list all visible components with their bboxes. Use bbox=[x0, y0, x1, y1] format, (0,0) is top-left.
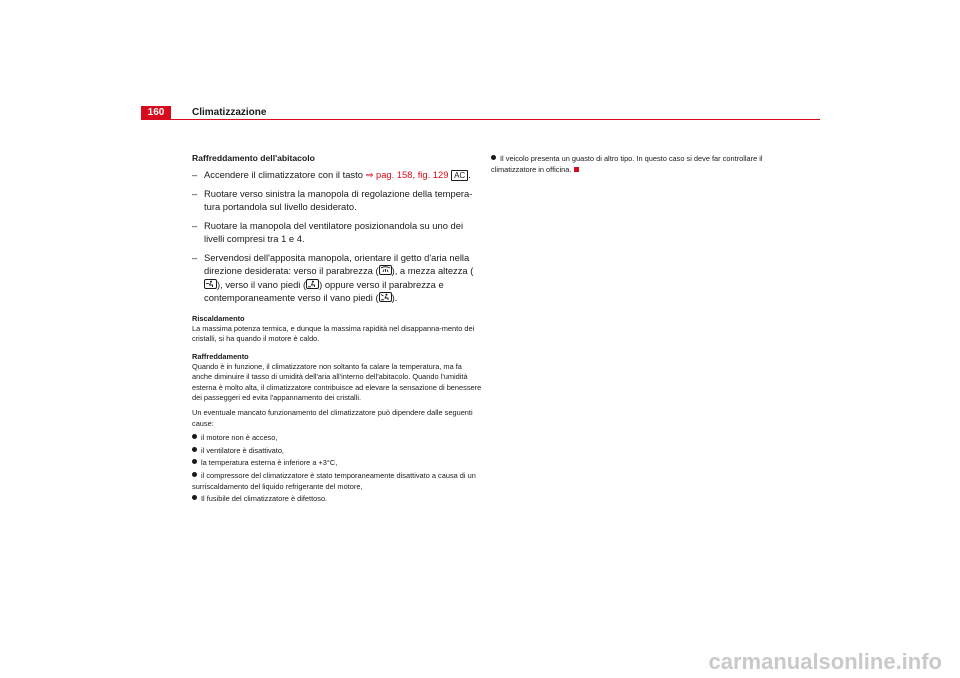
step-text: Ruotare la manopola del ventilatore posizionandola su uno dei livelli compresi tra 1 e 4. bbox=[204, 219, 464, 244]
step-4 bbox=[192, 251, 482, 305]
step-text: Ruotare verso sinistra la manopola di regolazione della tempera-tura portandola sul livello desiderato. bbox=[204, 187, 473, 212]
info-text: La massima potenza termica, e dunque la massima rapidità nel disappanna-mento dei cristalli, si ha quando il motore è caldo. bbox=[192, 323, 475, 344]
watermark: carmanualsonline.info bbox=[708, 649, 942, 674]
bullet-icon bbox=[192, 495, 197, 500]
header-rule bbox=[171, 119, 820, 120]
list-item-text: il compressore del climatizzatore è stato temporaneamente disattivato a causa di un surriscaldamento del liquido refrigerante del motore, bbox=[192, 471, 476, 491]
list-item-text: Il fusibile del climatizzatore è difettoso. bbox=[201, 494, 328, 504]
other-causes-list bbox=[491, 154, 781, 175]
info-text: Quando è in funzione, il climatizzatore non soltanto fa calare la temperatura, ma fa anche diminuire il tasso di umidità dell'aria all'interno dell'abitacolo. Quando l'umidità esterna è molto alta, il climatizzatore contribuisce ad elevare la sensazione di benessere dei passeggeri ed evita l'appannamento dei cristalli. bbox=[192, 361, 482, 403]
list-item-text: il ventilatore è disattivato, bbox=[201, 445, 284, 455]
list-item bbox=[192, 446, 482, 457]
list-item bbox=[192, 433, 482, 444]
left-column bbox=[192, 152, 482, 507]
step-dash: – bbox=[192, 251, 198, 263]
step-1 bbox=[192, 168, 482, 182]
footwell-vent-icon bbox=[306, 279, 319, 289]
step-text: ). bbox=[391, 292, 398, 303]
right-column bbox=[491, 154, 781, 177]
end-of-section-icon bbox=[574, 167, 579, 172]
step-text: ), a mezza altezza ( bbox=[391, 265, 474, 276]
face-vent-icon bbox=[204, 279, 217, 289]
info-cooling bbox=[192, 351, 482, 505]
bullet-icon bbox=[192, 434, 197, 439]
step-dash: – bbox=[192, 169, 198, 180]
list-item-text: il motore non è acceso, bbox=[201, 433, 278, 443]
info-heading: Raffreddamento bbox=[192, 351, 249, 361]
step-2 bbox=[192, 187, 482, 214]
info-text: Un eventuale mancato funzionamento del climatizzatore può dipendere dalle seguenti cause: bbox=[192, 408, 473, 428]
list-item bbox=[192, 494, 482, 505]
ac-key: AC bbox=[451, 170, 468, 181]
list-item-text: Il veicolo presenta un guasto di altro tipo. In questo caso si deve far controllare il climatizzatore in officina. bbox=[491, 154, 763, 174]
info-heating bbox=[192, 313, 482, 345]
bullet-icon bbox=[491, 155, 496, 160]
info-heading: Riscaldamento bbox=[192, 313, 245, 323]
chapter-title: Climatizzazione bbox=[192, 107, 267, 118]
step-text: ) oppure verso il parabrezza e contemporaneamente verso il vano piedi ( bbox=[204, 278, 444, 303]
windscreen-vent-icon bbox=[379, 265, 392, 275]
causes-list bbox=[192, 433, 482, 505]
list-item bbox=[491, 154, 781, 175]
step-3 bbox=[192, 219, 482, 246]
bullet-icon bbox=[192, 472, 197, 477]
step-text: ), verso il vano piedi ( bbox=[217, 278, 307, 290]
step-text: Servendosi dell'apposita manopola, orientare il getto d'aria nella direzione desiderata: verso il parabrezza ( bbox=[204, 251, 470, 276]
step-text: Accendere il climatizzatore con il tasto bbox=[204, 169, 366, 180]
list-item bbox=[192, 471, 482, 492]
list-item bbox=[192, 458, 482, 469]
section-heading: Raffreddamento dell'abitacolo bbox=[192, 153, 315, 163]
bullet-icon bbox=[192, 447, 197, 452]
step-dash: – bbox=[192, 187, 198, 199]
bullet-icon bbox=[192, 459, 197, 464]
step-dash: – bbox=[192, 219, 198, 231]
list-item-text: la temperatura esterna è inferiore a +3°C, bbox=[201, 458, 338, 468]
page-reference-link[interactable]: ⇒ pag. 158, fig. 129 bbox=[365, 169, 449, 180]
windscreen-footwell-vent-icon bbox=[379, 292, 392, 302]
page-number: 160 bbox=[141, 106, 171, 120]
step-end: . bbox=[468, 169, 471, 180]
